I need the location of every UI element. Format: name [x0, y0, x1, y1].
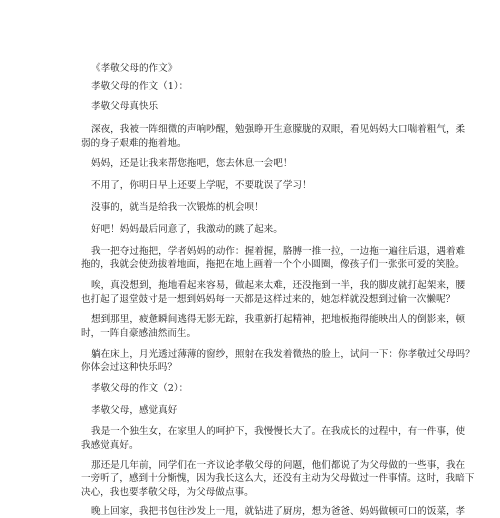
paragraph-line: 不用了，你明日早上还要上学呢，不要耽误了学习！ [91, 180, 312, 191]
paragraph-line: 弱的身子艰难的拖着地。 [81, 138, 187, 149]
paragraph-line: 时，一阵自豪感油然而生。 [81, 328, 197, 339]
paragraph-line: 我是一个独生女，在家里人的呵护下，我慢慢长大了。在我成长的过程中，有一件事，使 [91, 426, 466, 437]
paragraph-line: 唉，真没想到，拖地看起来容易，做起来太难，还没拖到一半，我的脚皮就打起架来，腰 [91, 280, 466, 291]
paragraph-line: 我感觉真好。 [81, 440, 139, 451]
paragraph-line: 晚上回家，我把书包往沙发上一甩，就钻进了厨房，想为爸爸、妈妈做顿可口的饭菜，孝 [91, 506, 466, 517]
paragraph-line: 好吧！妈妈最后同意了，我激动的跳了起来。 [91, 224, 283, 235]
paragraph-line: 那还是几年前，同学们在一齐议论孝敬父母的问题，他们都说了为父母做的一些事，我在 [91, 460, 466, 471]
section-heading-1: 孝敬父母的作文（1）： [91, 81, 189, 92]
document-title: 《孝敬父母的作文》 [91, 63, 178, 74]
essay-title-1: 孝敬父母真快乐 [91, 101, 159, 112]
paragraph-line: 我一把夺过拖把，学者妈妈的动作：握着握，胳膊一推一拉，一边拖一遍往后退，遇着难 [91, 246, 466, 257]
paragraph-line: 决心，我也要孝敬父母，为父母做点事。 [81, 487, 254, 498]
paragraph-line: 一旁听了，感到十分惭愧，因为我长这么大，还没有主动为父母做过一件事情。这时，我暗下 [81, 473, 475, 484]
paragraph-line: 躺在床上，月光透过薄薄的窗纱，照射在我发着微热的脸上，试问一下：你孝敬过父母吗？ [91, 349, 475, 360]
essay-title-2: 孝敬父母，感觉真好 [91, 405, 178, 416]
paragraph-line: 也打起了退堂鼓寸是一想到妈妈每一天都是这样过来的，她怎样就没想到过偷一次懒呢？ [81, 294, 456, 305]
paragraph-line: 拖的，我就会使劲拔着地面，拖把在地上画着一个个小圆圈，像孩子们一张张可爱的笑脸。 [81, 259, 465, 270]
paragraph-line: 没事的，就当是给我一次锻炼的机会呗！ [91, 202, 264, 213]
paragraph-line: 你体会过这种快乐吗？ [81, 362, 177, 373]
paragraph-line: 深夜，我被一阵细微的声响吵醒，勉强睁开生意朦胧的双眼，看见妈妈大口喘着粗气，柔 [91, 124, 466, 135]
paragraph-line: 想到那里，疲惫瞬间逃得无影无踪，我重新打起精神，把地板拖得能映出人的倒影来，顿 [91, 314, 466, 325]
section-heading-2: 孝敬父母的作文（2）： [91, 383, 189, 394]
paragraph-line: 妈妈，还是让我来帮您拖吧，您去休息一会吧！ [91, 158, 293, 169]
